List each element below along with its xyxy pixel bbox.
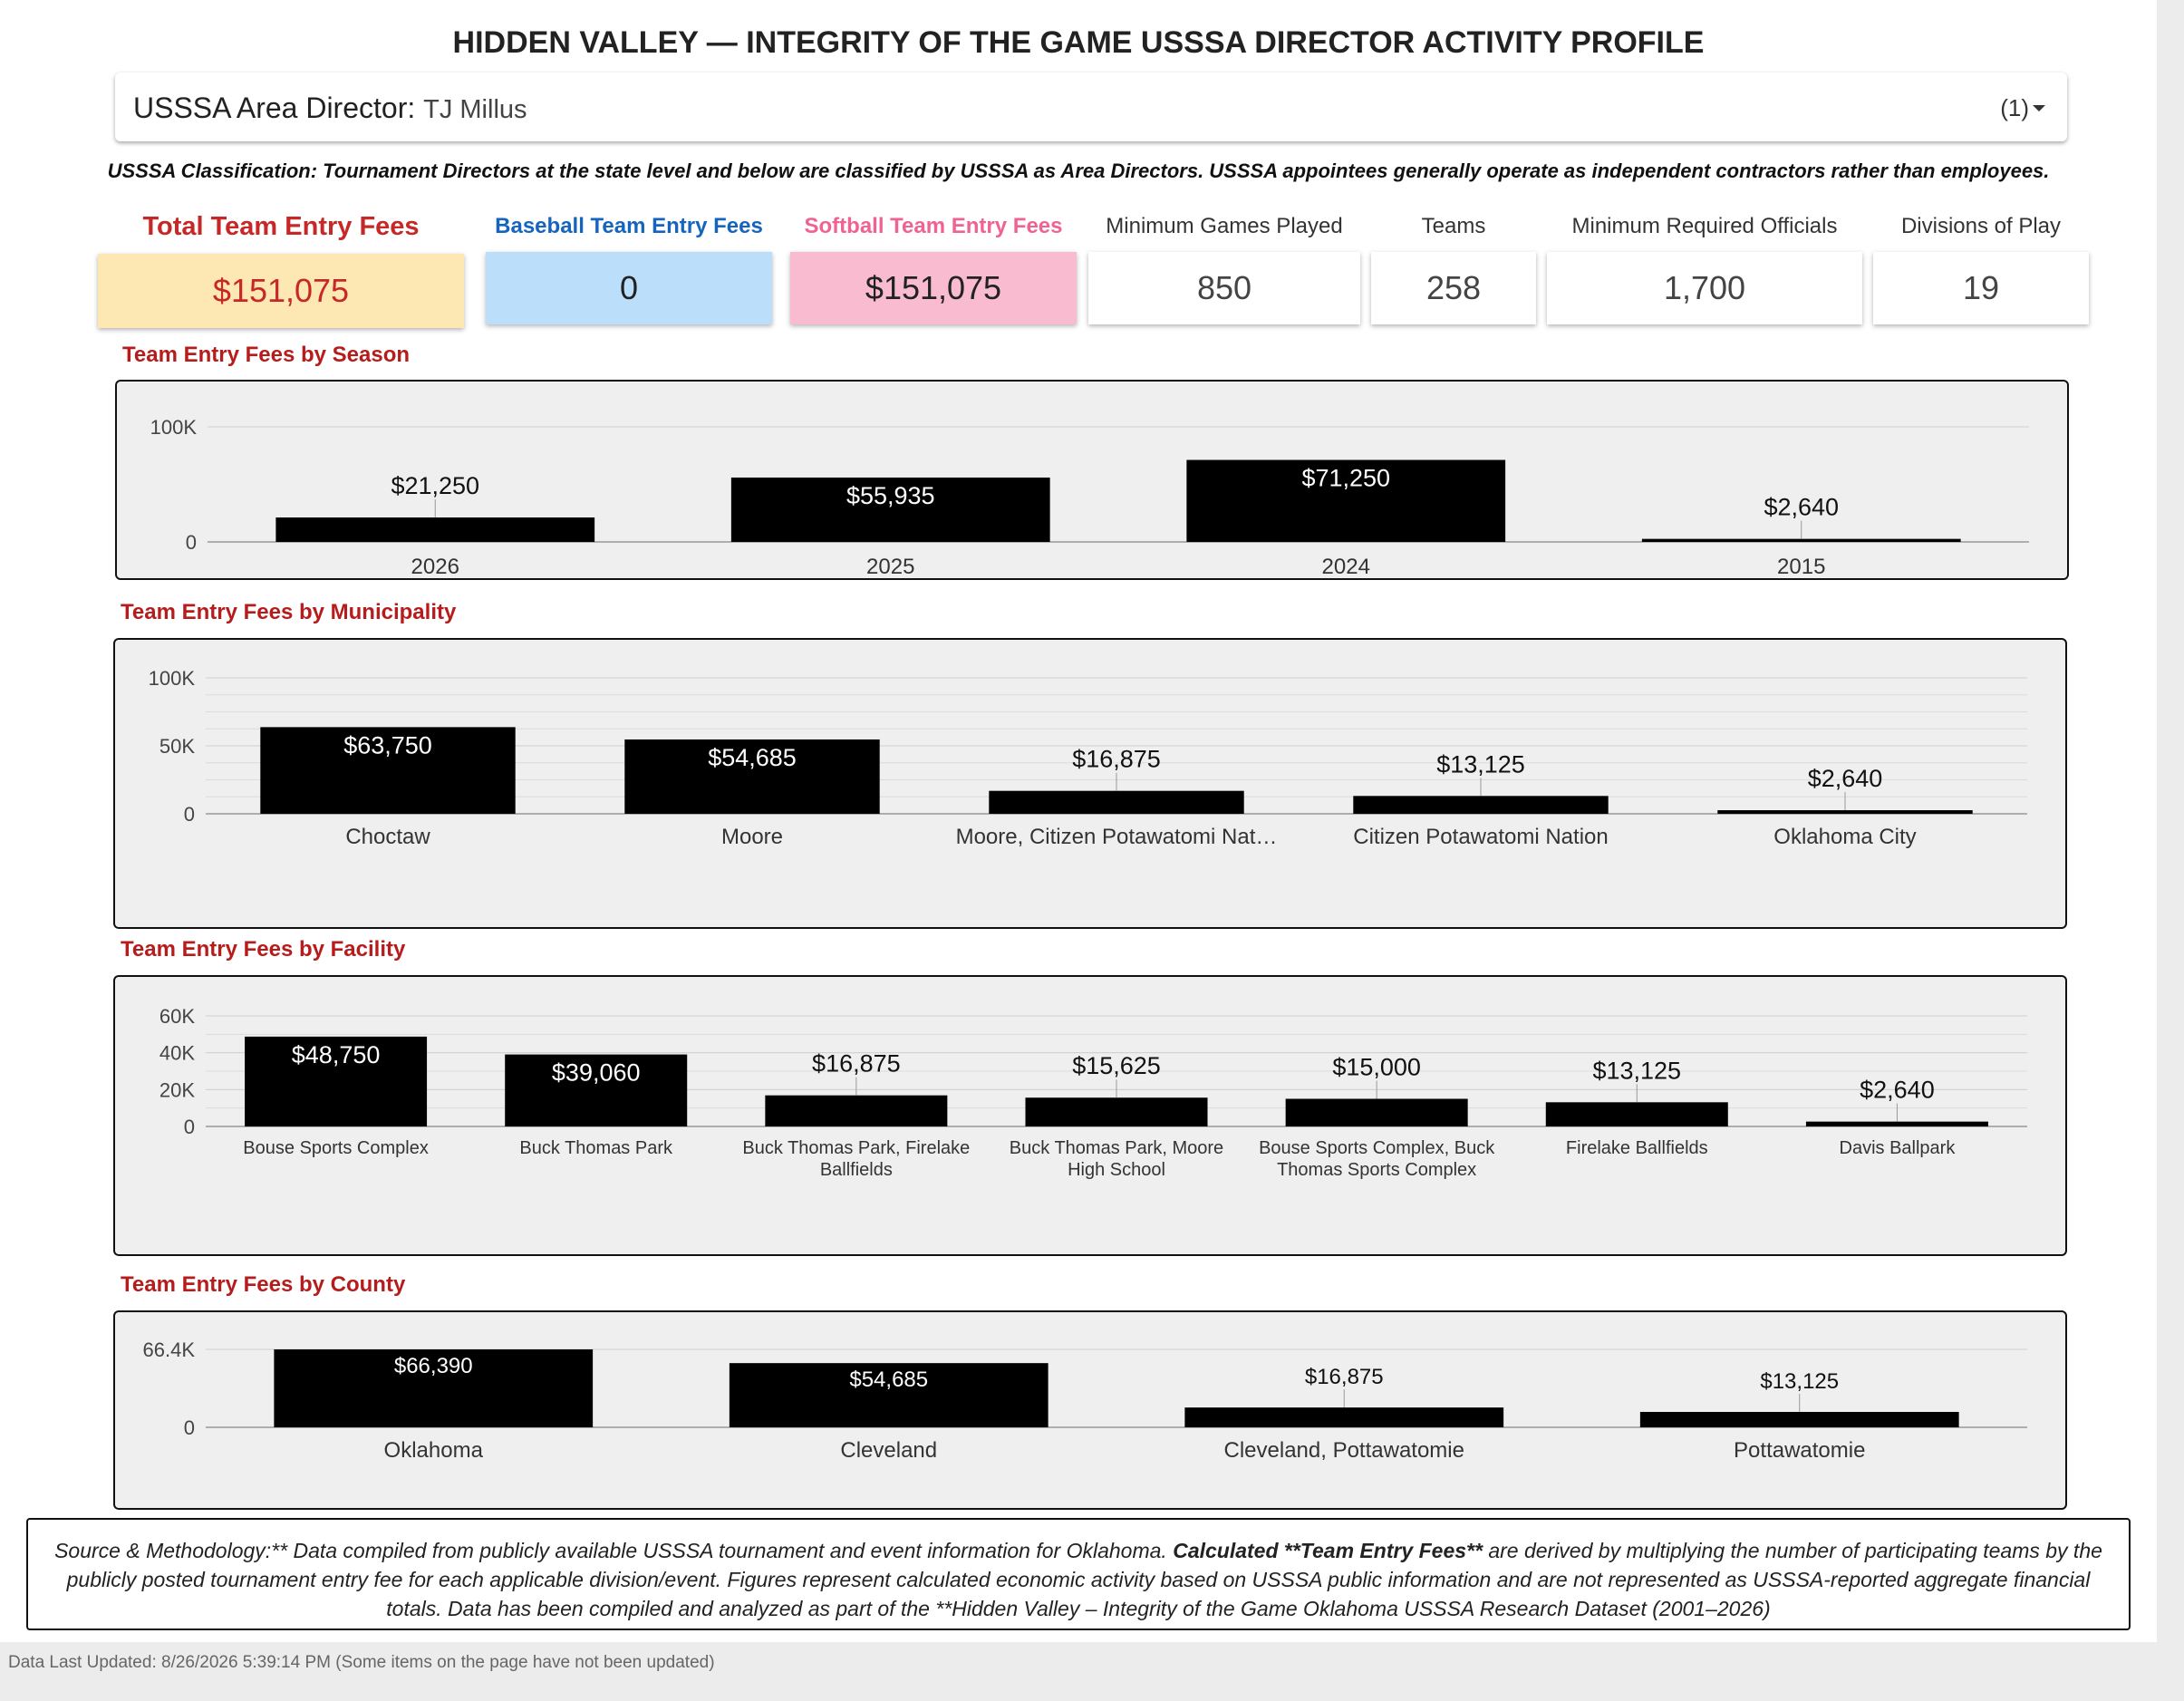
- y-tick-label: 40K: [159, 1041, 195, 1065]
- x-tick-label: Cleveland, Pottawatomie: [1223, 1438, 1464, 1463]
- data-label: $16,875: [812, 1049, 901, 1078]
- x-tick-label: Oklahoma: [383, 1438, 483, 1463]
- data-label: $39,060: [551, 1058, 641, 1087]
- kpi-label-baseball-fees: Baseball Team Entry Fees: [495, 214, 763, 238]
- kpi-divisions: 19: [1873, 252, 2089, 324]
- data-label: $54,685: [849, 1368, 929, 1393]
- x-tick-label: Davis Ballpark: [1839, 1138, 1956, 1158]
- y-tick-label: 66.4K: [142, 1339, 195, 1361]
- x-tick-label: 2024: [1321, 555, 1370, 579]
- facility-chart-svg: [115, 977, 2069, 1258]
- y-tick-label: 0: [183, 803, 195, 826]
- source-note-bold: Calculated **Team Entry Fees**: [1173, 1539, 1483, 1562]
- data-label: $2,640: [1860, 1076, 1935, 1104]
- director-filter-count: (1): [2000, 94, 2029, 121]
- last-updated-text: Data Last Updated: 8/26/2026 5:39:14 PM (Some items on the page have not been updated): [8, 1653, 715, 1672]
- data-label: $13,125: [1760, 1368, 1840, 1394]
- municipality-chart: [113, 638, 2067, 929]
- bar[interactable]: [1640, 1412, 1959, 1427]
- x-tick-label: Cleveland: [840, 1438, 938, 1463]
- municipality-chart-svg: [115, 640, 2069, 931]
- data-label: $63,750: [343, 731, 432, 759]
- data-label: $66,390: [393, 1354, 473, 1378]
- x-tick-label: Buck Thomas Park: [519, 1138, 673, 1158]
- bar[interactable]: [1806, 1122, 1988, 1126]
- county-chart: [113, 1310, 2067, 1510]
- data-label: $48,750: [291, 1040, 381, 1068]
- page-title: HIDDEN VALLEY — INTEGRITY OF THE GAME USSSA DIRECTOR ACTIVITY PROFILE: [452, 25, 1705, 60]
- bar[interactable]: [1026, 1097, 1208, 1126]
- kpi-label-games-played: Minimum Games Played: [1106, 214, 1343, 238]
- data-label: $54,685: [708, 743, 797, 771]
- x-tick-label: Thomas Sports Complex: [1277, 1160, 1477, 1180]
- kpi-games-played: 850: [1088, 252, 1360, 324]
- data-label: $2,640: [1764, 493, 1840, 521]
- kpi-label-teams: Teams: [1421, 214, 1486, 238]
- y-tick-label: 0: [183, 1116, 195, 1138]
- x-tick-label: Moore: [720, 825, 784, 849]
- director-filter-value: TJ Millus: [423, 95, 527, 124]
- data-label: $15,625: [1072, 1052, 1161, 1080]
- bar[interactable]: [1184, 1407, 1503, 1427]
- season-chart: [115, 380, 2069, 580]
- data-label: $2,640: [1807, 765, 1883, 793]
- bar[interactable]: [275, 517, 594, 542]
- x-tick-label: High School: [1068, 1160, 1165, 1180]
- data-label: $13,125: [1592, 1057, 1682, 1085]
- season-chart-svg: [117, 382, 2071, 582]
- x-tick-label: 2025: [866, 555, 915, 579]
- kpi-label-divisions: Divisions of Play: [1900, 214, 2062, 238]
- bar[interactable]: [1546, 1102, 1728, 1126]
- season-chart-title: Team Entry Fees by Season: [122, 343, 411, 367]
- kpi-total-fees: $151,075: [98, 254, 464, 328]
- director-filter-label: USSSA Area Director:: [133, 92, 416, 124]
- bar[interactable]: [765, 1096, 947, 1126]
- director-filter-dropdown[interactable]: [115, 72, 2067, 141]
- x-tick-label: Pottawatomie: [1734, 1438, 1866, 1463]
- data-label: $71,250: [1301, 464, 1391, 492]
- x-tick-label: Bouse Sports Complex, Buck: [1259, 1138, 1495, 1158]
- data-label: $55,935: [846, 481, 935, 509]
- y-tick-label: 60K: [159, 1005, 195, 1028]
- kpi-teams: 258: [1371, 252, 1536, 324]
- bar[interactable]: [989, 791, 1243, 814]
- x-tick-label: Moore, Citizen Potawatomi Nat…: [955, 825, 1278, 849]
- x-tick-label: Buck Thomas Park, Moore: [1009, 1138, 1224, 1158]
- bar[interactable]: [1286, 1099, 1468, 1127]
- kpi-label-total-fees: Total Team Entry Fees: [142, 212, 420, 241]
- x-tick-label: 2015: [1777, 555, 1826, 579]
- kpi-baseball-fees: 0: [486, 252, 772, 324]
- data-label: $13,125: [1436, 750, 1525, 778]
- kpi-officials: 1,700: [1547, 252, 1862, 324]
- x-tick-label: Choctaw: [345, 825, 430, 849]
- kpi-label-softball-fees: Softball Team Entry Fees: [804, 214, 1063, 238]
- municipality-chart-title: Team Entry Fees by Municipality: [121, 600, 457, 624]
- classification-note: USSSA Classification: Tournament Directors at the state level and below are classified by USSSA as Area Directors. USSSA appointees generally operate as independent contractors rather than employees.: [107, 159, 2050, 182]
- x-tick-label: Buck Thomas Park, Firelake: [742, 1138, 971, 1158]
- x-tick-label: Ballfields: [819, 1160, 893, 1180]
- data-label: $15,000: [1332, 1053, 1421, 1081]
- bar[interactable]: [1353, 796, 1608, 814]
- bar[interactable]: [1642, 539, 1961, 542]
- source-methodology-note: [26, 1518, 2131, 1630]
- source-note-part2: are derived by multiplying the number of participating teams by the publicly posted tournament entry fee for each applicable division/event. Figures represent calculated economic activity based on USSSA public information and are not represented as USSSA-reported aggregate financial totals. Data has been compiled and analyzed as part of the **Hidden Valley – Integrity of the Game Oklahoma USSSA Research Dataset (2001–2026): [66, 1539, 2102, 1620]
- y-tick-label: 20K: [159, 1078, 195, 1102]
- data-label: $21,250: [391, 472, 480, 500]
- y-tick-label: 50K: [159, 735, 195, 758]
- y-tick-label: 0: [183, 1416, 195, 1439]
- source-note-part1: Source & Methodology:** Data compiled from publicly available USSSA tournament and event information for Oklahoma.: [54, 1539, 1174, 1562]
- bar[interactable]: [1717, 810, 1972, 814]
- y-tick-label: 100K: [150, 416, 197, 439]
- kpi-softball-fees: $151,075: [790, 252, 1077, 324]
- data-label: $16,875: [1072, 745, 1161, 773]
- x-tick-label: Citizen Potawatomi Nation: [1353, 825, 1609, 849]
- x-tick-label: Oklahoma City: [1773, 825, 1917, 849]
- x-tick-label: 2026: [411, 555, 459, 579]
- x-tick-label: Firelake Ballfields: [1565, 1138, 1708, 1158]
- facility-chart-title: Team Entry Fees by Facility: [121, 937, 406, 962]
- y-tick-label: 0: [185, 531, 197, 554]
- x-tick-label: Bouse Sports Complex: [243, 1138, 429, 1158]
- chevron-down-icon[interactable]: [2033, 105, 2045, 111]
- facility-chart: [113, 975, 2067, 1256]
- county-chart-title: Team Entry Fees by County: [121, 1272, 406, 1297]
- kpi-label-officials: Minimum Required Officials: [1571, 214, 1838, 238]
- data-label: $16,875: [1304, 1365, 1384, 1390]
- y-tick-label: 100K: [148, 667, 195, 690]
- county-chart-svg: [115, 1312, 2069, 1512]
